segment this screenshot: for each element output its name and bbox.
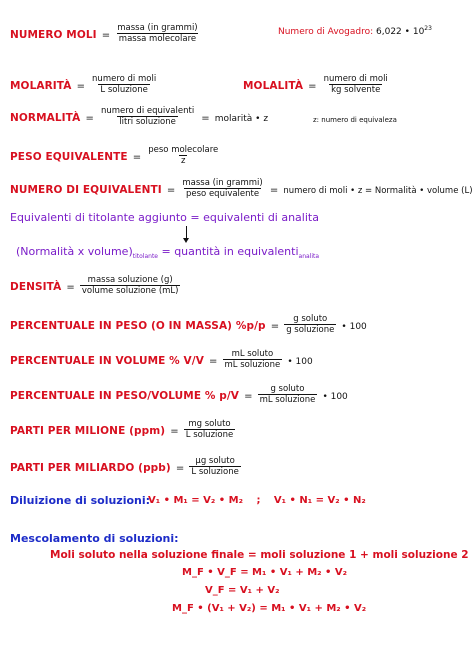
avogadro — [278, 25, 432, 37]
fraction-peso-eq — [146, 145, 220, 166]
eq2-normalita: = — [201, 113, 210, 124]
titration-rhs: quantità in equivalenti — [174, 245, 299, 258]
diluizione — [10, 494, 150, 507]
numerator: peso molecolare — [148, 145, 219, 155]
formula-pct-pv — [10, 384, 348, 405]
diluizione-f2: V₁ • N₁ = V₂ • N₂ — [273, 495, 366, 506]
denominator: L soluzione — [185, 430, 234, 440]
titration-equation — [16, 245, 319, 260]
rhs-normalita: molarità • z — [214, 114, 269, 124]
label-peso-eq: PESO EQUIVALENTE — [10, 151, 128, 163]
label-ppm: PARTI PER MILIONE (ppm) — [10, 425, 166, 437]
mescolamento-line3: V_F = V₁ + V₂ — [205, 585, 280, 596]
formula-molarita — [10, 74, 158, 95]
numerator: mg soluto — [188, 419, 231, 429]
numerator: numero di moli — [323, 74, 388, 84]
titration-eq: = — [161, 245, 171, 258]
diluizione-f1: V₁ • M₁ = V₂ • M₂ — [148, 495, 243, 506]
label-mescolamento: Mescolamento di soluzioni: — [10, 532, 179, 545]
fraction-pct-peso — [284, 314, 336, 335]
denominator: z — [181, 156, 186, 166]
formula-pct-vol — [10, 349, 313, 370]
fraction-ppm — [184, 419, 235, 440]
numerator: massa soluzione (g) — [87, 275, 173, 285]
denominator: g soluzione — [286, 325, 335, 335]
fraction-pct-pv — [258, 384, 318, 405]
avogadro-base: 10 — [412, 27, 425, 37]
mescolamento-line1: Moli soluto nella soluzione finale = moli soluzione 1 + moli soluzione 2 — [50, 549, 469, 561]
avogadro-dot: • — [404, 27, 410, 37]
eq-pct-peso: = — [270, 321, 280, 332]
label-ppb: PARTI PER MILIARDO (ppb) — [10, 462, 171, 474]
numerator: mL soluto — [231, 349, 274, 359]
eq-peso-eq: = — [132, 152, 142, 163]
diluizione-sep: ; — [256, 495, 261, 506]
numerator: massa (in grammi) — [182, 178, 263, 188]
denominator: litri soluzione — [119, 117, 176, 127]
fraction-molarita — [90, 74, 158, 95]
mescolamento-line4: M_F • (V₁ + V₂) = M₁ • V₁ + M₂ • V₂ — [172, 603, 367, 614]
mult-pct-peso: • 100 — [341, 322, 367, 332]
label-diluizione: Diluizione di soluzioni: — [10, 494, 151, 507]
avogadro-value: 6,022 — [376, 27, 402, 37]
label-normalita: NORMALITÀ — [10, 112, 81, 124]
denominator: volume soluzione (mL) — [81, 286, 179, 296]
label-pct-pv: PERCENTUALE IN PESO/VOLUME % p/V — [10, 390, 240, 402]
eq-densita: = — [66, 282, 75, 293]
denominator: L soluzione — [191, 467, 239, 477]
eq-pct-pv: = — [244, 391, 253, 402]
denominator: massa molecolare — [118, 34, 197, 44]
fraction-pct-vol — [223, 349, 283, 370]
eq-normalita: = — [85, 113, 94, 124]
label-pct-vol: PERCENTUALE IN VOLUME % V/V — [10, 355, 204, 367]
avogadro-label: Numero di Avogadro: — [278, 27, 374, 37]
denominator: mL soluzione — [224, 360, 281, 370]
numerator: g soluto — [293, 314, 328, 324]
formula-pct-peso — [10, 314, 367, 335]
eq-ppb: = — [175, 463, 185, 474]
eq2-num-eq: = — [269, 185, 279, 196]
mult-pct-pv: • 100 — [322, 392, 348, 402]
formula-numero-equivalenti — [10, 178, 473, 199]
mescolamento-line2: M_F • V_F = M₁ • V₁ + M₂ • V₂ — [182, 567, 347, 578]
label-moli: NUMERO MOLI — [10, 29, 97, 41]
eq-moli: = — [101, 30, 111, 41]
formula-normalita — [10, 106, 268, 127]
formula-ppb — [10, 456, 241, 477]
eq-num-eq: = — [166, 185, 176, 196]
titration-lhs: (Normalità x volume) — [16, 245, 133, 258]
numerator: g soluto — [270, 384, 305, 394]
numerator: massa (in grammi) — [117, 23, 198, 33]
denominator: L soluzione — [100, 85, 148, 95]
numerator: numero di moli — [92, 74, 157, 84]
label-densita: DENSITÀ — [10, 281, 62, 293]
titration-lhs-sub: titolante — [132, 253, 158, 261]
numerator: numero di equivalenti — [100, 106, 195, 116]
eq-pct-vol: = — [209, 356, 218, 367]
fraction-ppb — [189, 456, 240, 477]
label-num-eq: NUMERO DI EQUIVALENTI — [10, 184, 162, 196]
denominator: mL soluzione — [259, 395, 316, 405]
fraction-normalita — [99, 106, 196, 127]
arrow-down-icon — [186, 226, 187, 240]
fraction-moli — [115, 23, 199, 44]
eq-molalita: = — [308, 81, 317, 92]
note-z: z: numero di equivaleza — [313, 116, 397, 124]
denominator: kg solvente — [331, 85, 381, 95]
formula-ppm — [10, 419, 235, 440]
eq-ppm: = — [170, 426, 179, 437]
equivalence-statement: Equivalenti di titolante aggiunto = equivalenti di analita — [10, 211, 319, 224]
label-molarita: MOLARITÀ — [10, 80, 72, 92]
eq-molarita: = — [76, 81, 85, 92]
formula-densita — [10, 275, 180, 296]
formula-molalita — [243, 74, 390, 95]
denominator: peso equivalente — [185, 189, 260, 199]
label-molalita: MOLALITÀ — [243, 80, 304, 92]
numerator: μg soluto — [195, 456, 235, 466]
fraction-molalita — [322, 74, 390, 95]
mult-pct-vol: • 100 — [287, 357, 313, 367]
diluizione-formulas — [148, 495, 366, 506]
rhs-num-eq: numero di moli • z = Normalità • volume (L) — [283, 186, 473, 196]
label-pct-peso: PERCENTUALE IN PESO (O IN MASSA) %p/p — [10, 320, 266, 332]
formula-peso-equivalente — [10, 145, 220, 166]
formula-moli — [10, 23, 200, 44]
titration-rhs-sub: analita — [298, 253, 320, 261]
avogadro-exp: 23 — [424, 25, 432, 32]
fraction-densita — [80, 275, 181, 296]
fraction-num-eq — [180, 178, 264, 199]
